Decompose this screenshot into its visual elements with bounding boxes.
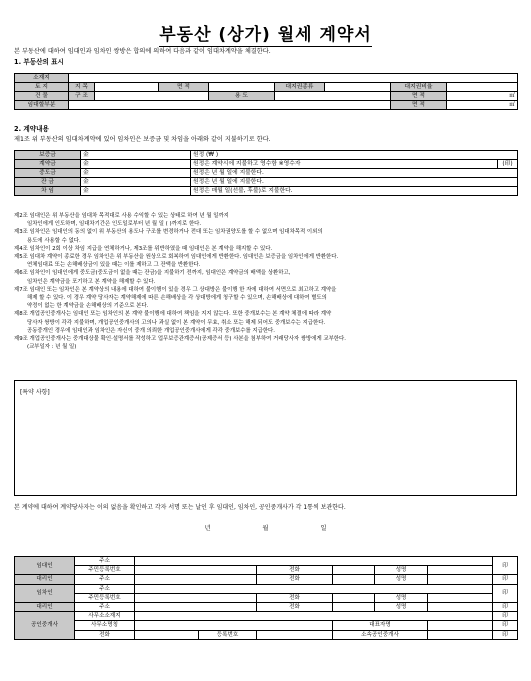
lessor-address-label: 주소 — [75, 557, 135, 566]
balance-text: 원정은 년 월 일에 지불한다. — [191, 178, 518, 187]
receiver-seal: (印) — [498, 160, 518, 169]
landrights-ratio-value[interactable] — [447, 83, 518, 92]
building-area-label: 면 적 — [391, 92, 447, 101]
lessee-id-label: 주민등록번호 — [75, 593, 135, 602]
lessee-agent-phone-label: 전화 — [257, 602, 333, 611]
office-name-label: 사무소명칭 — [75, 621, 135, 630]
reg-no-label: 등록번호 — [199, 630, 257, 639]
contract-fee-won[interactable]: 金 — [81, 160, 191, 169]
intro-text: 본 부동산에 대하여 임대인과 임차인 쌍방은 합의에 의하여 다음과 같이 임대차계약을 체결한다. — [14, 48, 271, 55]
section-property-heading: 1. 부동산의 표시 — [14, 58, 64, 66]
lessor-agent-name[interactable] — [428, 575, 493, 584]
clause-line: 공동중개인 경우에 임대인과 임차인은 자신이 중개 의뢰한 개업공인중개사에게 각각 중개보수를 지급한다. — [27, 327, 275, 334]
landrights-type-label: 대지권종류 — [275, 83, 325, 92]
clause-line: 제4조 임차인이 2회 이상 차임 지급을 연체하거나, 제3조를 위반하였을 때 임대인은 본 계약을 해지할 수 있다. — [14, 245, 273, 252]
clause-line: 제7조 임대인 또는 임차인은 본 계약상의 내용에 대하여 불이행이 있을 경우 그 상대방은 불이행 한 자에 대하여 서면으로 최고하고 계약을 — [14, 286, 337, 293]
land-area-label: 면 적 — [159, 83, 209, 92]
lessee-phone-label: 전화 — [257, 593, 333, 602]
land-label: 토 지 — [15, 83, 69, 92]
lessee-agent-address[interactable] — [135, 602, 257, 611]
clause-line: 용도에 사용할 수 없다. — [27, 237, 81, 244]
lease-part-label: 임대할부분 — [15, 101, 69, 110]
terms-intro: 제1조 위 부동산의 임대차계약에 있어 임차인은 보증금 및 차임을 아래와 같이 지불하기로 한다. — [14, 136, 271, 143]
clause-line: 제2조 임대인은 위 부동산을 임대차 목적대로 사용 수익할 수 있는 상태로 하여 년 월 일까지 — [14, 213, 229, 219]
office-address[interactable] — [135, 612, 493, 621]
use-value[interactable] — [275, 92, 391, 101]
signature-table — [14, 556, 518, 640]
contract-fee-text: 원정은 계약시에 지불하고 영수함 ※영수자 — [191, 160, 498, 169]
lessee-id[interactable] — [135, 593, 257, 602]
structure-value[interactable] — [95, 92, 209, 101]
contract-clauses — [14, 212, 518, 351]
lessee-name-label: 성명 — [375, 593, 428, 602]
lessee-name[interactable] — [428, 593, 493, 602]
clause-line: 제8조 개업공인중개사는 임대인 또는 임차인의 본 계약 불이행에 대하여 책임을 지지 않는다. 또한 중개보수는 본 계약 체결에 따라 계약 — [14, 311, 332, 318]
clause-line: 임차인은 계약금을 포기하고 본 계약을 해제할 수 있다. — [27, 278, 156, 285]
lessee-seal: 印 — [493, 584, 518, 602]
lessor-seal: 印 — [493, 557, 518, 575]
rent-text: 원정은 매월 일(선불, 후불)로 지불한다. — [191, 187, 518, 196]
rent-label: 차 임 — [15, 187, 81, 196]
section-terms-heading: 2. 계약내용 — [14, 125, 49, 133]
lessor-phone[interactable] — [333, 566, 375, 575]
use-label: 용 도 — [209, 92, 275, 101]
clause-line: 임차인에게 인도하며, 임대차기간은 인도일로부터 년 월 일 ( )까지로 한다. — [27, 221, 202, 228]
land-area-value[interactable] — [209, 83, 275, 92]
lessor-label: 임대인 — [15, 557, 75, 575]
document-title: 부동산 (상가) 월세 계약서 — [159, 25, 372, 45]
land-category-label: 지 목 — [69, 83, 95, 92]
land-category-value[interactable] — [95, 83, 159, 92]
contract-fee-label: 계약금 — [15, 160, 81, 169]
representative-seal: 印 — [493, 621, 518, 630]
clause-line: 제6조 임차인이 임대인에게 중도금(중도금이 없을 때는 잔금)을 지불하기 전까지, 임대인은 계약금의 배액을 상환하고, — [14, 270, 291, 277]
deposit-label: 보증금 — [15, 151, 81, 160]
lessee-agent-seal: 印 — [493, 602, 518, 611]
building-area-unit: ㎡ — [447, 92, 518, 101]
landrights-type-value[interactable] — [325, 83, 391, 92]
clause-line: 연체임대료 또는 손해배상금이 있을 때는 이를 제하고 그 잔액을 반환한다. — [27, 262, 201, 269]
clause-line: (교부일자 : 년 월 일) — [27, 344, 77, 351]
clause-line: 제9조 개업공인중개사는 중개대상물 확인·설명서를 작성하고 업무보증관계증서(공제증서 등) 사본을 첨부하여 거래당사자 쌍방에게 교부한다. — [14, 336, 346, 343]
lease-part-value[interactable] — [69, 101, 391, 110]
representative-label: 대표자명 — [333, 621, 428, 630]
affiliated-agent-label: 소속공인중개사 — [333, 630, 428, 639]
lessor-name[interactable] — [428, 566, 493, 575]
closing-statement: 본 계약에 대하여 계약당사자는 이의 없음을 확인하고 각자 서명 또는 날인 후 임대인, 임차인, 공인중개사가 각 1통씩 보관한다. — [14, 504, 346, 511]
clause-line: 해제 할 수 있다. 이 경우 계약 당사자는 계약해제에 따른 손해배상을 각 상대방에게 청구할 수 있으며, 손해배상에 대하여 별도의 — [27, 295, 327, 302]
lessor-agent-phone[interactable] — [333, 575, 375, 584]
lessor-id-label: 주민등록번호 — [75, 566, 135, 575]
lessor-id[interactable] — [135, 566, 257, 575]
balance-label: 잔 금 — [15, 178, 81, 187]
mid-payment-label: 중도금 — [15, 169, 81, 178]
broker-label: 공인중개사 — [15, 612, 75, 640]
office-name[interactable] — [135, 621, 333, 630]
building-label: 건 물 — [15, 92, 69, 101]
clause-line: 제5조 임대차 계약이 종료한 경우 임차인은 위 부동산을 원상으로 회복하여 임대인에게 반환한다. 임대인은 보증금을 임차인에게 반환한다. — [14, 254, 339, 261]
clause-line: 당사자 쌍방이 각각 지불하며, 개업공인중개사의 고의나 과실 없이 본 계약이 무효, 취소 또는 해제 되어도 중개보수는 지급한다. — [27, 319, 326, 326]
affiliated-agent-seal: 印 — [493, 630, 518, 639]
lessee-phone[interactable] — [333, 593, 375, 602]
lessor-phone-label: 전화 — [257, 566, 333, 575]
lease-area-label: 면 적 — [391, 101, 447, 110]
lessor-agent-address-label: 주소 — [75, 575, 135, 584]
lessee-label: 임차인 — [15, 584, 75, 602]
lessor-agent-phone-label: 전화 — [257, 575, 333, 584]
landrights-ratio-label: 대지권비율 — [391, 83, 447, 92]
deposit-won[interactable]: 金 — [81, 151, 191, 160]
lessee-address-label: 주소 — [75, 584, 135, 593]
lessee-agent-name[interactable] — [428, 602, 493, 611]
structure-label: 구 조 — [69, 92, 95, 101]
special-terms-box[interactable] — [14, 380, 517, 496]
mid-payment-won[interactable]: 金 — [81, 169, 191, 178]
representative-name[interactable] — [428, 621, 493, 630]
clause-line: 약정이 없는 한 계약금을 손해배상의 기준으로 본다. — [27, 303, 149, 310]
lessor-name-label: 성명 — [375, 566, 428, 575]
lessor-agent-name-label: 성명 — [375, 575, 428, 584]
mid-payment-text: 원정은 년 월 일에 지불한다. — [191, 169, 518, 178]
broker-phone-label: 전화 — [75, 630, 135, 639]
lessor-agent-label: 대리인 — [15, 575, 75, 584]
property-table — [14, 73, 518, 110]
affiliated-agent-name[interactable] — [428, 630, 493, 639]
office-address-label: 사무소소재지 — [75, 612, 135, 621]
lessee-agent-address-label: 주소 — [75, 602, 135, 611]
lessee-agent-phone[interactable] — [333, 602, 375, 611]
contract-date[interactable]: 년 월 일 — [204, 525, 327, 532]
location-label: 소재지 — [15, 74, 69, 83]
clause-line: 제3조 임차인은 임대인의 동의 없이 위 부동산의 용도나 구조를 변경하거나 전대 또는 임차권양도를 할 수 없으며 임대차목적 이외의 — [14, 229, 323, 236]
rent-won[interactable]: 金 — [81, 187, 191, 196]
lease-area-unit: ㎡ — [447, 101, 518, 110]
reg-no[interactable] — [257, 630, 333, 639]
terms-table — [14, 150, 518, 196]
balance-won[interactable]: 金 — [81, 178, 191, 187]
lessee-agent-name-label: 성명 — [375, 602, 428, 611]
deposit-text: 원정 (₩ ) — [191, 151, 518, 160]
broker-phone[interactable] — [135, 630, 199, 639]
lessee-agent-label: 대리인 — [15, 602, 75, 611]
lessor-agent-address[interactable] — [135, 575, 257, 584]
lessor-agent-seal: 印 — [493, 575, 518, 584]
lessee-address[interactable] — [135, 584, 493, 593]
lessor-address[interactable] — [135, 557, 493, 566]
special-terms-label: [특약 사항] — [20, 389, 50, 396]
office-address-seal: 印 — [493, 612, 518, 621]
location-value[interactable] — [69, 74, 518, 83]
